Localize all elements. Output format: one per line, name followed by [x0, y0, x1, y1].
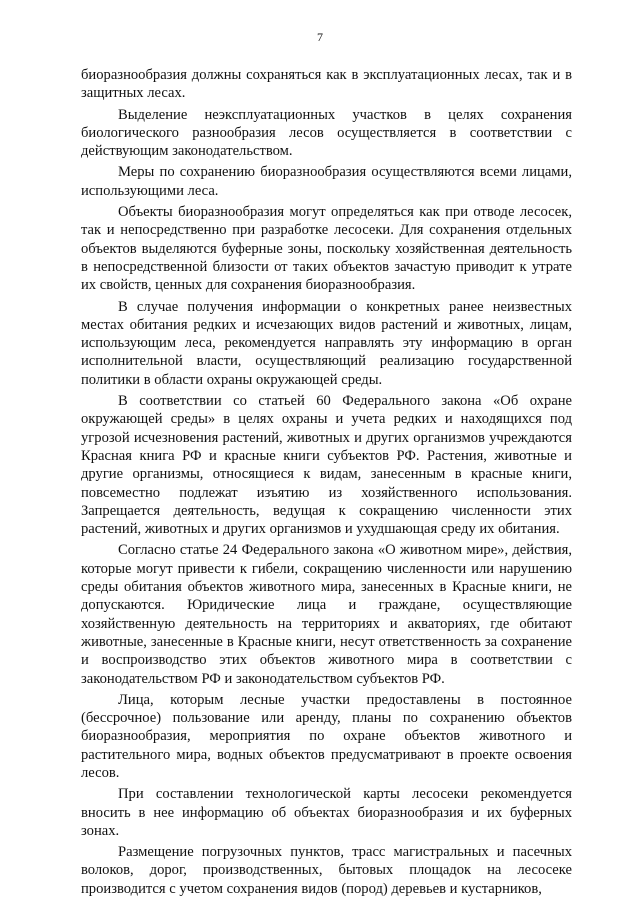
paragraph-wildlife-law-article-24: Согласно статье 24 Федерального закона «О животном мире», действия, которые могут привести к гибели, сокращению численности или нарушению среды обитания объектов животного мира, занесенных в Красные книги, не допускаются. Юридические лица и граждане, осуществляющие хозяйственную деятельность на территориях и акваториях, где обитают животные, занесенные в Красные книги, несут ответственность за сохранение и воспроизводство этих объектов животного мира в соответствии с законодательством РФ и законодательством субъектов РФ. [81, 542, 572, 687]
paragraph-technological-map: При составлении технологической карты лесосеки рекомендуется вносить в нее информацию об объектах биоразнообразия и их буферных зонах. [81, 786, 572, 839]
paragraph-biodiversity-forests: биоразнообразия должны сохраняться как в эксплуатационных лесах, так и в защитных лесах. [81, 67, 572, 102]
document-body [81, 66, 572, 901]
paragraph-non-exploitation-areas: Выделение неэксплуатационных участков в целях сохранения биологического разнообразия лесов осуществляется в соответствии с действующим законодательством. [81, 106, 572, 160]
paragraph-forest-users-plans: Лица, которым лесные участки предоставлены в постоянное (бессрочное) пользование или аренду, планы по сохранению объектов биоразнообразия, мероприятия по охране объектов животного и растительного мира, водных объектов предусматривают в проекте освоения лесов. [81, 691, 572, 781]
paragraph-rare-species-info: В случае получения информации о конкретных ранее неизвестных местах обитания редких и исчезающих видов растений и животных, лицам, использующим леса, рекомендуется направлять эту информацию в орган исполнительной власти, осуществляющий реализацию государственной политики в области охраны окружающей среды. [81, 298, 572, 388]
paragraph-measures: Меры по сохранению биоразнообразия осуществляются всеми лицами, использующими леса. [81, 164, 572, 199]
paragraph-buffer-zones: Объекты биоразнообразия могут определяться как при отводе лесосек, так и непосредственно при разработке лесосеки. Для сохранения отдельных объектов выделяются буферные зоны, поскольку хозяйственная деятельность в непосредственной близости от таких объектов зачастую приводит к утрате их свойств, ценных для сохранения биоразнообразия. [81, 204, 572, 294]
paragraph-loading-points: Размещение погрузочных пунктов, трасс магистральных и пасечных волоков, дорог, производственных, бытовых площадок на лесосеке производится с учетом сохранения видов (пород) деревьев и кустарников, [81, 844, 572, 897]
page-number: 7 [317, 30, 323, 44]
paragraph-red-book-article-60: В соответствии со статьей 60 Федерального закона «Об охране окружающей среды» в целях охраны и учета редких и находящихся под угрозой исчезновения растений, животных и других организмов учреждаются Красная книга РФ и красные книги субъектов РФ. Растения, животные и другие организмы, относящиеся к видам, занесенным в красные книги, повсеместно подлежат изъятию из хозяйственного использования. Запрещается деятельность, ведущая к сокращению численности этих растений, животных и других организмов и ухудшающая среду их обитания. [81, 393, 572, 538]
